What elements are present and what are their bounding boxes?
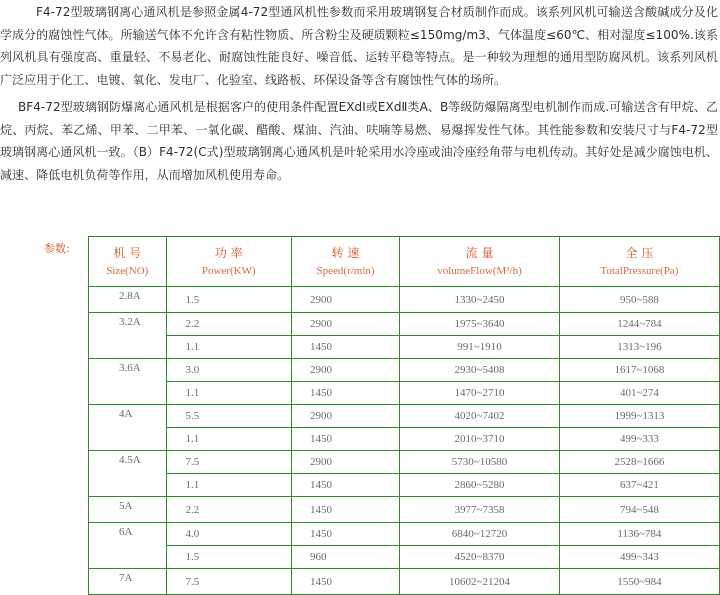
cell-power: 3.0 (166, 359, 291, 382)
table-row (89, 313, 720, 336)
table-row (89, 382, 720, 405)
cell-pressure: 637~421 (559, 474, 719, 497)
cell-speed: 2900 (291, 451, 399, 474)
spec-table (88, 236, 720, 595)
cell-power: 1.5 (166, 546, 291, 569)
cell-power: 1.1 (166, 474, 291, 497)
cell-flow: 1470~2710 (400, 382, 560, 405)
cell-power: 5.5 (166, 405, 291, 428)
header-speed-zh: 转 速 (331, 245, 360, 260)
cell-size: 5A (89, 497, 167, 523)
cell-flow: 10602~21204 (400, 569, 560, 595)
spec-table-header-row (89, 237, 720, 287)
cell-flow: 5730~10580 (400, 451, 560, 474)
cell-flow: 1330~2450 (400, 287, 560, 313)
header-size-en: Size(NO) (106, 264, 149, 277)
params-label: 参数: (44, 242, 70, 255)
cell-pressure: 1999~1313 (559, 405, 719, 428)
cell-pressure: 401~274 (559, 382, 719, 405)
cell-power: 2.2 (166, 497, 291, 523)
cell-speed: 1450 (291, 523, 399, 546)
header-pressure-en: TotalPressure(Pa) (600, 264, 679, 277)
table-row (89, 497, 720, 523)
header-flow-en: volumeFlow(M³/h) (437, 264, 522, 277)
header-size-zh: 机 号 (113, 245, 142, 260)
cell-power: 7.5 (166, 569, 291, 595)
cell-pressure: 950~588 (559, 287, 719, 313)
cell-pressure: 499~343 (559, 546, 719, 569)
cell-power: 1.1 (166, 382, 291, 405)
intro-paragraph-bf4-72 (0, 96, 718, 186)
cell-power: 4.0 (166, 523, 291, 546)
table-row (89, 359, 720, 382)
cell-power: 1.1 (166, 336, 291, 359)
cell-flow: 991~1910 (400, 336, 560, 359)
cell-speed: 2900 (291, 287, 399, 313)
cell-power: 1.5 (166, 287, 291, 313)
cell-flow: 2930~5408 (400, 359, 560, 382)
table-row (89, 546, 720, 569)
cell-power: 1.1 (166, 428, 291, 451)
cell-speed: 1450 (291, 569, 399, 595)
header-pressure-zh: 全 压 (625, 245, 654, 260)
cell-size: 4A (89, 405, 167, 451)
cell-flow: 2010~3710 (400, 428, 560, 451)
cell-power: 2.2 (166, 313, 291, 336)
cell-flow: 4520~8370 (400, 546, 560, 569)
header-flow-zh: 流 量 (465, 245, 494, 260)
cell-pressure: 499~333 (559, 428, 719, 451)
cell-size: 2.8A (89, 287, 167, 313)
cell-speed: 2900 (291, 405, 399, 428)
table-row (89, 336, 720, 359)
table-row (89, 428, 720, 451)
cell-pressure: 1313~196 (559, 336, 719, 359)
table-row (89, 474, 720, 497)
table-row (89, 569, 720, 595)
cell-speed: 1450 (291, 474, 399, 497)
cell-speed: 1450 (291, 336, 399, 359)
header-speed-en: Speed(r/min) (316, 264, 375, 277)
cell-size: 4.5A (89, 451, 167, 497)
cell-pressure: 794~548 (559, 497, 719, 523)
cell-speed: 2900 (291, 359, 399, 382)
intro-paragraph-f4-72 (0, 1, 718, 91)
cell-size: 7A (89, 569, 167, 595)
header-pressure (559, 237, 719, 287)
cell-speed: 960 (291, 546, 399, 569)
header-speed (291, 237, 399, 287)
cell-pressure: 1617~1068 (559, 359, 719, 382)
cell-size: 3.6A (89, 359, 167, 405)
intro-paragraph-f4-72-text: F4-72型玻璃钢离心通风机是参照金属4-72型通风机性参数而采用玻璃钢复合材质制作而成。该系列风机可输送含酸碱成分及化学成分的腐蚀性气体。所输送气体不允许含有粘性物质、所含粉尘及硬质颗粒≤150mg/m3、气体温度≤60℃、相对湿度≤100%.该系列风机具有强度高、重量轻、不易老化、耐腐蚀性能良好、噪音低、运转平稳等特点。是一种较为理想的通用型防腐风机。该系列风机广泛应用于化工、电镀、氧化、发电厂、化验室、线路板、环保设备等含有腐蚀性气体的场所。 (0, 5, 719, 87)
header-flow (400, 237, 560, 287)
cell-pressure: 2528~1666 (559, 451, 719, 474)
header-power-zh: 功 率 (214, 245, 243, 260)
table-row (89, 451, 720, 474)
intro-paragraph-bf4-72-text: BF4-72型玻璃钢防爆离心通风机是根据客户的使用条件配置EXdⅠ或EXdⅡ类A、B等级防爆隔离型电机制作而成.可输送含有甲烷、乙烷、丙烷、苯乙烯、甲苯、二甲苯、一氧化碳、醋酸、煤油、汽油、呋喃等易燃、易爆挥发性气体。其性能参数和安装尺寸与F4-72型玻璃钢离心通风机一致。（B）F4-72(C式)型玻璃钢离心通风机是叶轮采用水冷座或油冷座经角带与电机传动。其好处是减少腐蚀电机、减速、降低电机负荷等作用，从而增加风机使用寿命。 (0, 100, 718, 182)
cell-speed: 2900 (291, 313, 399, 336)
cell-size: 6A (89, 523, 167, 569)
cell-power: 7.5 (166, 451, 291, 474)
header-power (166, 237, 291, 287)
table-row (89, 523, 720, 546)
cell-pressure: 1136~784 (559, 523, 719, 546)
cell-pressure: 1244~784 (559, 313, 719, 336)
header-power-en: Power(KW) (201, 264, 256, 277)
cell-size: 3.2A (89, 313, 167, 359)
cell-speed: 1450 (291, 382, 399, 405)
table-row (89, 287, 720, 313)
cell-flow: 3977~7358 (400, 497, 560, 523)
cell-flow: 4020~7402 (400, 405, 560, 428)
cell-flow: 6840~12720 (400, 523, 560, 546)
header-size (89, 237, 167, 287)
cell-speed: 1450 (291, 428, 399, 451)
cell-flow: 1975~3640 (400, 313, 560, 336)
table-row (89, 405, 720, 428)
cell-pressure: 1550~984 (559, 569, 719, 595)
cell-speed: 1450 (291, 497, 399, 523)
cell-flow: 2860~5280 (400, 474, 560, 497)
